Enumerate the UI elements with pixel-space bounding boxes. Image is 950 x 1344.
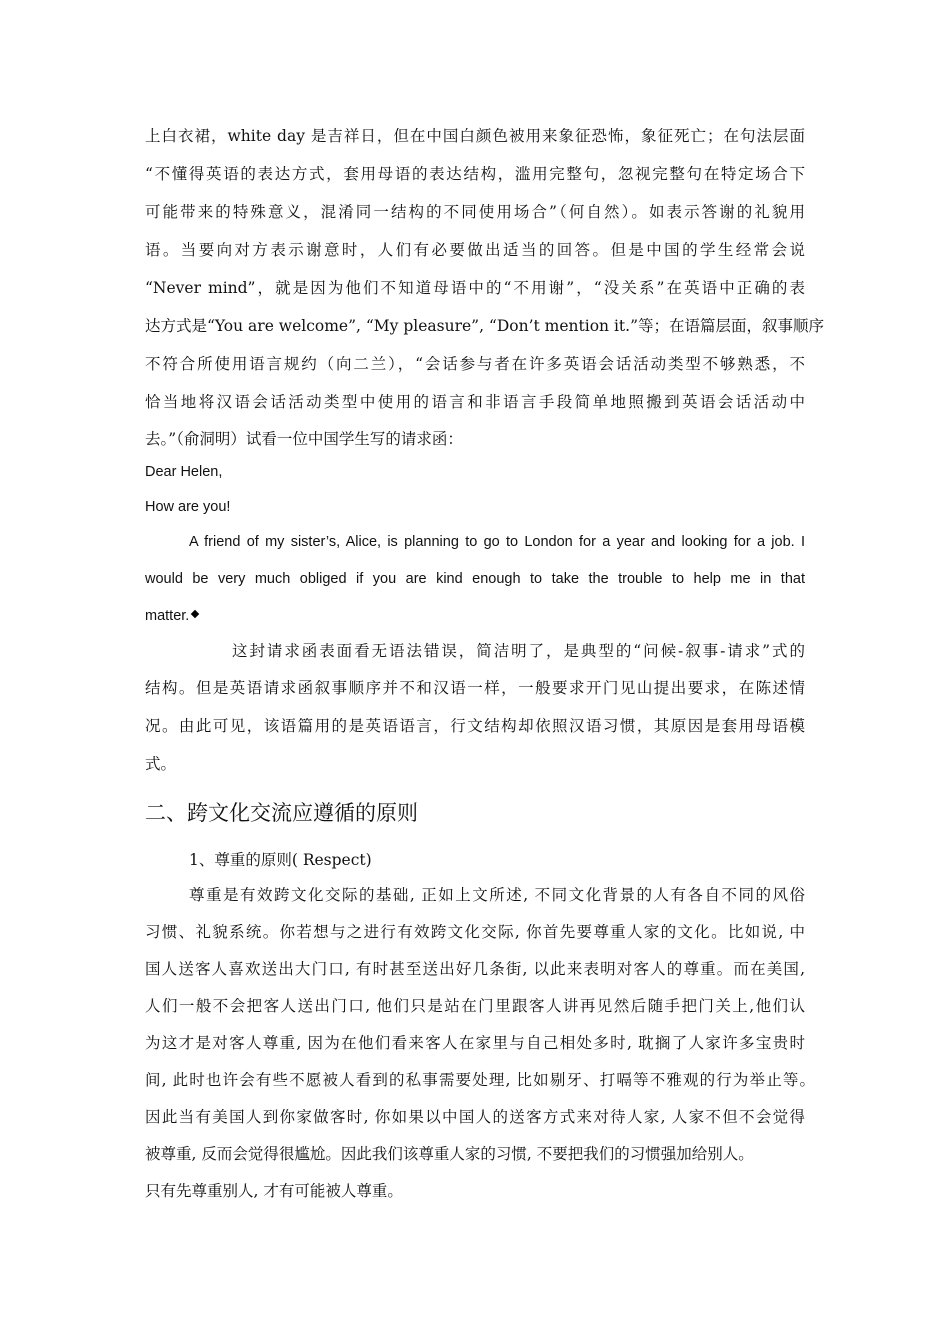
paragraph-line: 人们一般不会把客人送出门口, 他们只是站在门里跟客人讲再见然后随手把门关上,他们认: [145, 997, 805, 1015]
letter-greeting: Dear Helen,: [145, 464, 223, 480]
subheading: 1、尊重的原则( Respect): [189, 851, 372, 869]
paragraph-line: 恰当地将汉语会话活动类型中使用的语言和非语言手段简单地照搬到英语会话活动中: [145, 393, 805, 411]
paragraph-line: 这封请求函表面看无语法错误，简洁明了，是典型的“问候-叙事-请求”式的: [232, 642, 805, 660]
paragraph-line: “Never mind”，就是因为他们不知道母语中的“不用谢”，“没关系”在英语中正确的表: [145, 279, 805, 297]
letter-body-line: [145, 605, 805, 627]
paragraph-line: 上白衣裙，white day 是吉祥日，但在中国白颜色被用来象征恐怖，象征死亡；在句法层面: [145, 127, 805, 145]
letter-body-line: A friend of my sister’s, Alice, is planning to go to London for a year and looking for a job. I: [189, 534, 805, 550]
paragraph-line: 习惯、礼貌系统。你若想与之进行有效跨文化交际, 你首先要尊重人家的文化。比如说, 中: [145, 923, 805, 941]
paragraph-line: 语。当要向对方表示谢意时，人们有必要做出适当的回答。但是中国的学生经常会说: [145, 241, 805, 259]
paragraph-line: 去。”（俞洞明）试看一位中国学生写的请求函：: [145, 430, 463, 448]
paragraph-line: 达方式是“You are welcome”, “My pleasure”, “Don’t mention it.”等；在语篇层面，叙事顺序: [145, 317, 824, 335]
paragraph-line: 式。: [145, 755, 177, 773]
paragraph-line: 间, 此时也许会有些不愿被人看到的私事需要处理, 比如剔牙、打嗝等不雅观的行为举止等。: [145, 1071, 815, 1089]
paragraph-line: 况。由此可见，该语篇用的是英语语言，行文结构却依照汉语习惯，其原因是套用母语模: [145, 717, 805, 735]
paragraph-line: 可能带来的特殊意义，混淆同一结构的不同使用场合”（何自然）。如表示答谢的礼貌用: [145, 203, 805, 221]
letter-body-end: matter.: [145, 608, 190, 624]
paragraph-line: 被尊重, 反而会觉得很尴尬。因此我们该尊重人家的习惯, 不要把我们的习惯强加给别人。: [145, 1145, 754, 1163]
paragraph-line: 为这才是对客人尊重, 因为在他们看来客人在家里与自己相处多时, 耽搁了人家许多宝贵时: [145, 1034, 805, 1052]
paragraph-mark-icon: [191, 610, 199, 618]
paragraph-line: 只有先尊重别人, 才有可能被人尊重。: [145, 1182, 403, 1200]
paragraph-line: 尊重是有效跨文化交际的基础, 正如上文所述, 不同文化背景的人有各自不同的风俗: [189, 886, 805, 904]
paragraph-line: 结构。但是英语请求函叙事顺序并不和汉语一样，一般要求开门见山提出要求，在陈述情: [145, 679, 805, 697]
letter-opening: How are you!: [145, 499, 231, 515]
paragraph-line: 因此当有美国人到你家做客时, 你如果以中国人的送客方式来对待人家, 人家不但不会觉得: [145, 1108, 805, 1126]
letter-body-line: would be very much obliged if you are kind enough to take the trouble to help me in that: [145, 571, 805, 587]
section-heading: 二、跨文化交流应遵循的原则: [145, 801, 418, 825]
paragraph-line: 国人送客人喜欢送出大门口, 有时甚至送出好几条街, 以此来表明对客人的尊重。而在美国,: [145, 960, 805, 978]
paragraph-line: 不符合所使用语言规约（向二兰），“会话参与者在许多英语会话活动类型不够熟悉，不: [145, 355, 805, 373]
paragraph-line: “不懂得英语的表达方式，套用母语的表达结构，滥用完整句，忽视完整句在特定场合下: [145, 165, 805, 183]
